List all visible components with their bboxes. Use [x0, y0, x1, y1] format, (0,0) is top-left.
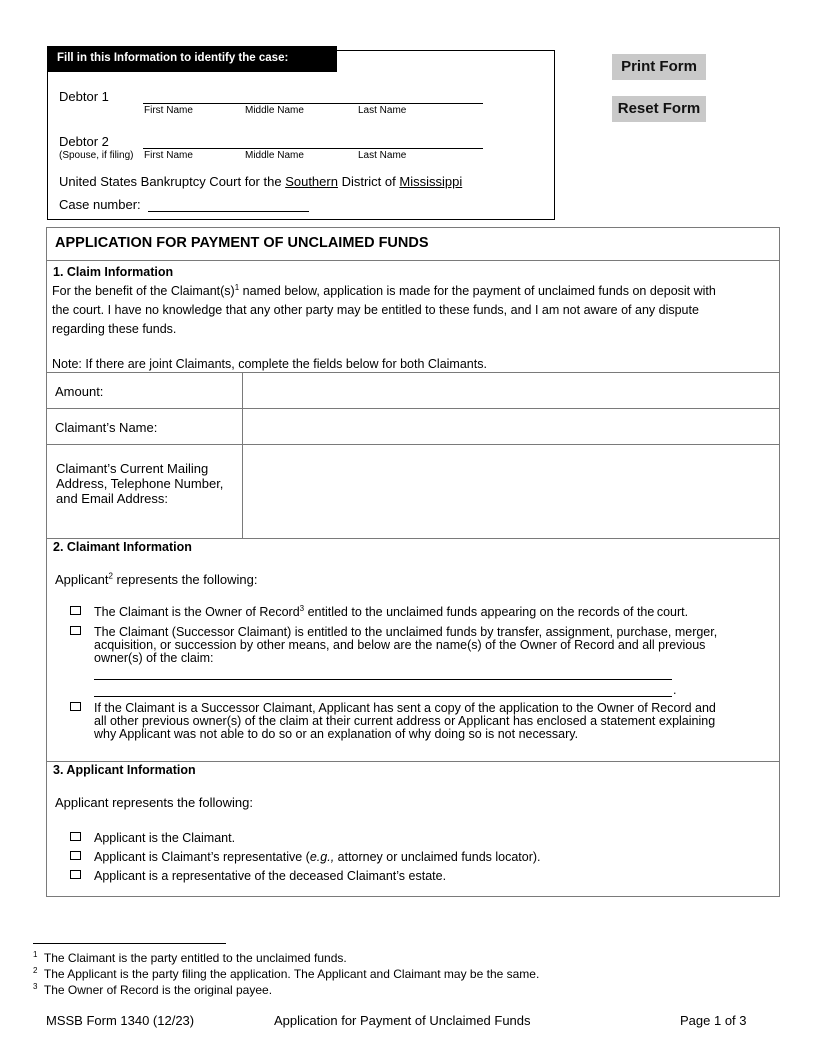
- footnote-text: The Applicant is the party filing the application. The Applicant and Claimant may be the same.: [43, 967, 540, 981]
- applicant-is-claimant-checkbox[interactable]: [70, 832, 81, 841]
- case-number-label: Case number:: [59, 197, 141, 212]
- footnote-3: [33, 983, 272, 997]
- section2-intro-a: Applicant: [55, 572, 109, 587]
- rep-text-em: e.g.,: [309, 850, 335, 864]
- copy-sent-option: [94, 702, 716, 741]
- debtor1-name-field[interactable]: [143, 89, 483, 104]
- joint-claimants-note: Note: If there are joint Claimants, complete the fields below for both Claimants.: [52, 357, 487, 371]
- applicant-is-claimant-option: Applicant is the Claimant.: [94, 831, 236, 845]
- applicant-representative-checkbox[interactable]: [70, 851, 81, 860]
- footnote-number: 3: [33, 982, 38, 991]
- footer-title: Application for Payment of Unclaimed Funds: [274, 1013, 531, 1028]
- section3-intro: Applicant represents the following:: [55, 795, 254, 810]
- amount-field[interactable]: [244, 374, 778, 407]
- section1-intro-a: For the benefit of the Claimant(s): [52, 284, 235, 298]
- footer-page-number: Page 1 of 3: [680, 1013, 747, 1028]
- footnote-rule: [33, 943, 226, 944]
- divider: [46, 372, 780, 373]
- estate-representative-checkbox[interactable]: [70, 870, 81, 879]
- opt3-line3: why Applicant was not able to do so or an explanation of why doing so is not necessary.: [94, 727, 579, 741]
- divider: [46, 260, 780, 261]
- rep-text-a: Applicant is Claimant’s representative (: [94, 850, 310, 864]
- debtor1-label: Debtor 1: [59, 89, 109, 104]
- copy-sent-checkbox[interactable]: [70, 702, 81, 711]
- opt2-line3: owner(s) of the claim:: [94, 651, 214, 665]
- rep-text-b: attorney or unclaimed funds locator).: [334, 850, 541, 864]
- address-label-line2: Address, Telephone Number,: [56, 476, 224, 491]
- section1-intro-line2: the court. I have no knowledge that any other party may be entitled to these funds, and I am not aware of any dispute: [52, 303, 699, 317]
- opt3-line2: all other previous owner(s) of the claim at their current address or Applicant has enclosed a statement explaining: [94, 714, 716, 728]
- debtor2-first-name-caption: First Name: [144, 150, 193, 161]
- footnote-ref-3: 3: [299, 603, 305, 613]
- debtor1-first-name-caption: First Name: [144, 105, 193, 116]
- section3-heading: 3. Applicant Information: [53, 763, 196, 777]
- form-title: APPLICATION FOR PAYMENT OF UNCLAIMED FUNDS: [55, 235, 429, 251]
- footnote-text: The Claimant is the party entitled to the unclaimed funds.: [43, 951, 347, 965]
- footnote-2: [33, 967, 539, 981]
- claimant-name-field[interactable]: [244, 410, 778, 443]
- footnote-number: 2: [33, 966, 38, 975]
- debtor2-middle-name-caption: Middle Name: [245, 150, 304, 161]
- footnote-number: 1: [33, 950, 38, 959]
- footnote-ref-1: 1: [234, 282, 240, 292]
- opt2-line2: acquisition, or succession by other means, and below are the name(s) of the Owner of Record and all previous: [94, 638, 706, 652]
- state-name: Mississippi: [399, 174, 463, 189]
- divider: [46, 444, 780, 445]
- section2-intro-b: represents the following:: [112, 572, 258, 587]
- claimant-address-field[interactable]: [244, 446, 778, 536]
- section1-intro-b: named below, application is made for the payment of unclaimed funds on deposit with: [239, 284, 716, 298]
- address-label-line1: Claimant’s Current Mailing: [56, 461, 209, 476]
- footnote-text: The Owner of Record is the original payee.: [43, 983, 273, 997]
- debtor2-spouse-note: (Spouse, if filing): [59, 150, 134, 161]
- debtor2-label: Debtor 2: [59, 134, 109, 149]
- section1-intro-line3: regarding these funds.: [52, 322, 177, 336]
- footnote-1: [33, 951, 347, 965]
- owners-line-period: .: [673, 683, 677, 697]
- successor-claimant-checkbox[interactable]: [70, 626, 81, 635]
- owner-of-record-option: [94, 603, 689, 619]
- opt3-line1: If the Claimant is a Successor Claimant, Applicant has sent a copy of the application to the Owner of Record and: [94, 701, 716, 715]
- amount-label: Amount:: [55, 384, 104, 399]
- section1-heading: 1. Claim Information: [53, 265, 174, 279]
- debtor1-middle-name-caption: Middle Name: [245, 105, 304, 116]
- debtor1-last-name-caption: Last Name: [358, 105, 407, 116]
- case-info-banner: Fill in this Information to identify the case:: [47, 46, 337, 72]
- reset-form-button[interactable]: Reset Form: [612, 96, 706, 122]
- successor-claimant-option: [94, 626, 717, 665]
- print-form-button[interactable]: Print Form: [612, 54, 706, 80]
- owner-of-record-checkbox[interactable]: [70, 606, 81, 615]
- opt1-text-a: The Claimant is the Owner of Record: [94, 605, 300, 619]
- address-label-line3: and Email Address:: [56, 491, 169, 506]
- footnote-ref-2: 2: [108, 571, 113, 581]
- case-number-field[interactable]: [148, 197, 309, 212]
- opt2-line1: The Claimant (Successor Claimant) is entitled to the unclaimed funds by transfer, assignment, purchase, merger,: [94, 625, 718, 639]
- section2-intro: [55, 572, 257, 587]
- previous-owners-field-1[interactable]: [94, 666, 672, 680]
- court-mid: District of: [341, 174, 396, 189]
- divider: [46, 538, 780, 539]
- divider: [46, 408, 780, 409]
- divider: [242, 372, 243, 538]
- section2-heading: 2. Claimant Information: [53, 540, 192, 554]
- opt1-text-b: entitled to the unclaimed funds appearing on the records of the court.: [304, 605, 689, 619]
- divider: [46, 761, 780, 762]
- debtor2-last-name-caption: Last Name: [358, 150, 407, 161]
- court-prefix: United States Bankruptcy Court for the: [59, 174, 282, 189]
- claimant-address-label: [56, 461, 223, 506]
- estate-representative-option: Applicant is a representative of the deceased Claimant’s estate.: [94, 869, 447, 883]
- section1-intro: [52, 282, 772, 339]
- court-line: [59, 174, 462, 189]
- applicant-representative-option: [94, 851, 541, 864]
- claimant-name-label: Claimant’s Name:: [55, 420, 158, 435]
- debtor2-name-field[interactable]: [143, 134, 483, 149]
- footer-form-id: MSSB Form 1340 (12/23): [46, 1013, 195, 1028]
- district-select[interactable]: Southern: [285, 174, 338, 189]
- previous-owners-field-2[interactable]: [94, 683, 672, 697]
